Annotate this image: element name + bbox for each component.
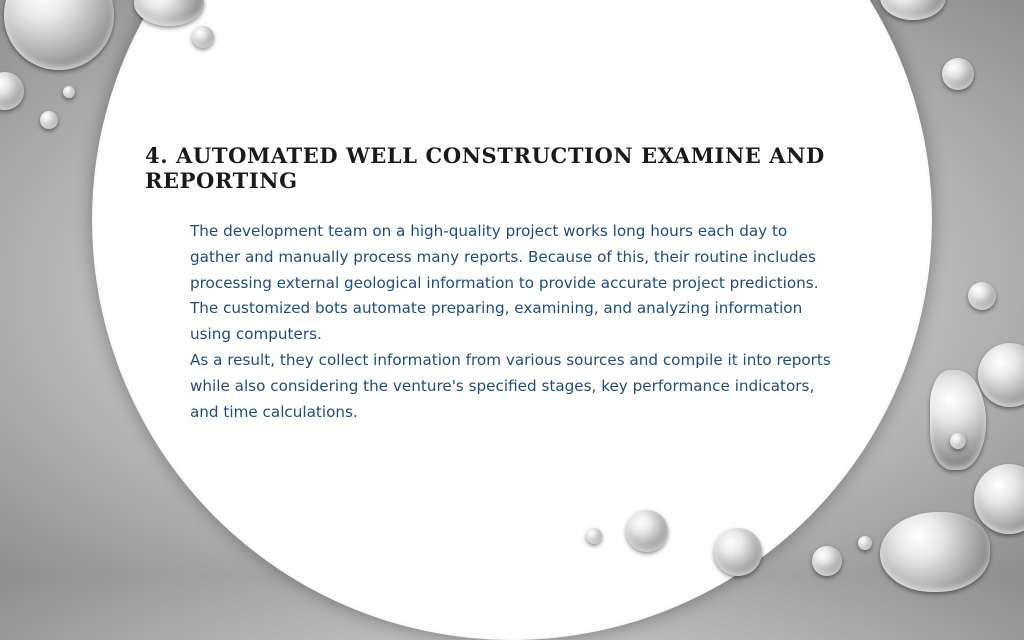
water-drop-icon <box>880 0 946 20</box>
water-drop-icon <box>930 370 986 470</box>
water-drop-icon <box>626 510 668 552</box>
paragraph: As a result, they collect information from various sources and compile it into reports while also considering the venture's specified stages, key performance indicators, and time calculations. <box>190 350 831 421</box>
water-drop-icon <box>63 86 75 98</box>
water-drop-icon <box>968 282 996 310</box>
water-drop-icon <box>858 536 872 550</box>
water-drop-icon <box>714 528 762 576</box>
water-drop-icon <box>812 546 842 576</box>
slide-title: 4. AUTOMATED WELL CONSTRUCTION EXAMINE AND REPORTING <box>145 143 825 193</box>
water-drop-icon <box>950 433 966 449</box>
water-drop-icon <box>192 26 214 48</box>
water-drop-icon <box>942 58 974 90</box>
water-drop-icon <box>40 111 58 129</box>
paragraph: The development team on a high-quality project works long hours each day to gather and manually process many reports. Because of this, their routine includes processing external geological information to provide accurate project predictions. The customized bots automate preparing, examining, and analyzing information using computers. <box>190 222 819 344</box>
water-drop-icon <box>974 464 1024 534</box>
water-drop-icon <box>0 72 24 110</box>
water-drop-icon <box>880 512 990 592</box>
water-drop-icon <box>978 343 1024 407</box>
body-text <box>190 219 840 425</box>
water-drop-icon <box>586 528 602 544</box>
water-drop-icon <box>4 0 114 70</box>
